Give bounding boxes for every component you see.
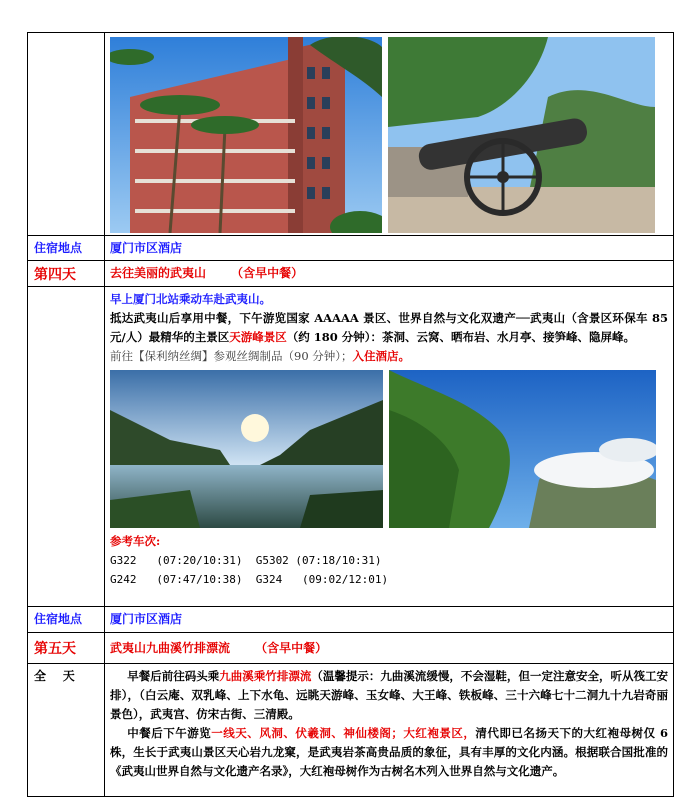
- hotel-label: 住宿地点: [28, 236, 105, 260]
- hotel-label: 住宿地点: [28, 607, 105, 632]
- day4-content: [105, 287, 673, 606]
- hotel-value: 厦门市区酒店: [110, 612, 183, 626]
- day5-title: 武夷山九曲溪竹排漂流 （含早中餐）: [110, 641, 328, 655]
- photo-lake-sunrise: [110, 370, 383, 528]
- hotel-row: [27, 607, 674, 633]
- day4-p3-highlight: 入住酒店。: [352, 349, 411, 363]
- itinerary-table: [27, 32, 674, 797]
- day5-label: 第五天: [28, 633, 105, 663]
- photo-mountain-clouds: [389, 370, 656, 528]
- day5-p2-highlight: 一线天、风洞、伏羲洞、神仙楼阁；大红袍景区，: [211, 726, 476, 740]
- day5-header-row: [27, 633, 674, 664]
- hotel-value: 厦门市区酒店: [110, 241, 183, 255]
- day5-body-row: [27, 664, 674, 797]
- day4-body-row: [27, 287, 674, 607]
- day5-p2-text-a: 中餐后下午游览: [127, 726, 212, 740]
- day5-content: [105, 664, 673, 796]
- train-line-2: G242 (07:47/10:38) G324 (09:02/12:01): [110, 573, 389, 586]
- day4-label: 第四天: [28, 261, 105, 286]
- day5-paragraph2: [110, 724, 668, 781]
- day5-p1-text-a: 早餐后前往码头乘: [127, 669, 220, 683]
- day5-p1-text-b: （温馨提示：九曲溪流缓慢，不会湿鞋，但一定注意安全，听从筏工安排），（白云庵、双乳峰、上下水龟、远眺天游峰、玉女峰、大王峰、铁板峰、三十六峰七十二洞九十九岩奇丽景色），武夷宫、仿宋古街、三清殿。: [110, 669, 669, 721]
- photo-cannon: [388, 37, 655, 233]
- day4-p2-text-a: 抵达武夷山后享用中餐，下午游览国家 AAAAA 景区、世界自然与文化双遗产──武夷山（含景区环保车 85 元/人）最精华的主景区: [110, 311, 668, 344]
- day5-p1-highlight: 九曲溪乘竹排漂流: [219, 669, 312, 683]
- day4-p2-highlight: 天游峰景区: [229, 330, 287, 344]
- day4-p3-text: 前往【保利纳丝绸】参观丝绸制品（90 分钟）；: [110, 349, 353, 363]
- day5-time-label: 全 天: [28, 664, 105, 796]
- empty-label-cell: [28, 287, 105, 606]
- day4-p2-text-b: （约 180 分钟）：茶洞、云窝、晒布岩、水月亭、接笋峰、隐屏峰。: [286, 330, 635, 344]
- day4-line1: 早上厦门北站乘动车赴武夷山。: [110, 292, 271, 306]
- day4-title: 去往美丽的武夷山 （含早中餐）: [110, 266, 304, 280]
- photo-row-top: [27, 32, 674, 236]
- train-line-1: G322 (07:20/10:31) G5302 (07:18/10:31): [110, 554, 382, 567]
- empty-label-cell: [28, 33, 105, 235]
- ref-train-title: 参考车次:: [110, 534, 161, 548]
- day4-paragraph2: [110, 309, 668, 347]
- day4-paragraph3: [110, 347, 668, 366]
- day5-p2-text-b: 清代即已名扬天下的大红袍母树仅 6 株，生长于武夷山景区天心岩九龙窠，是武夷岩茶高贵品质的象征，具有丰厚的文化内涵。根据联合国批准的《武夷山世界自然与文化遗产名录》，大红袍母树作为古树名木列入世界自然与文化遗产。: [110, 726, 669, 778]
- hotel-row: [27, 236, 674, 261]
- day5-paragraph1: [110, 667, 668, 724]
- day4-header-row: [27, 261, 674, 287]
- photo-red-building: [110, 37, 382, 233]
